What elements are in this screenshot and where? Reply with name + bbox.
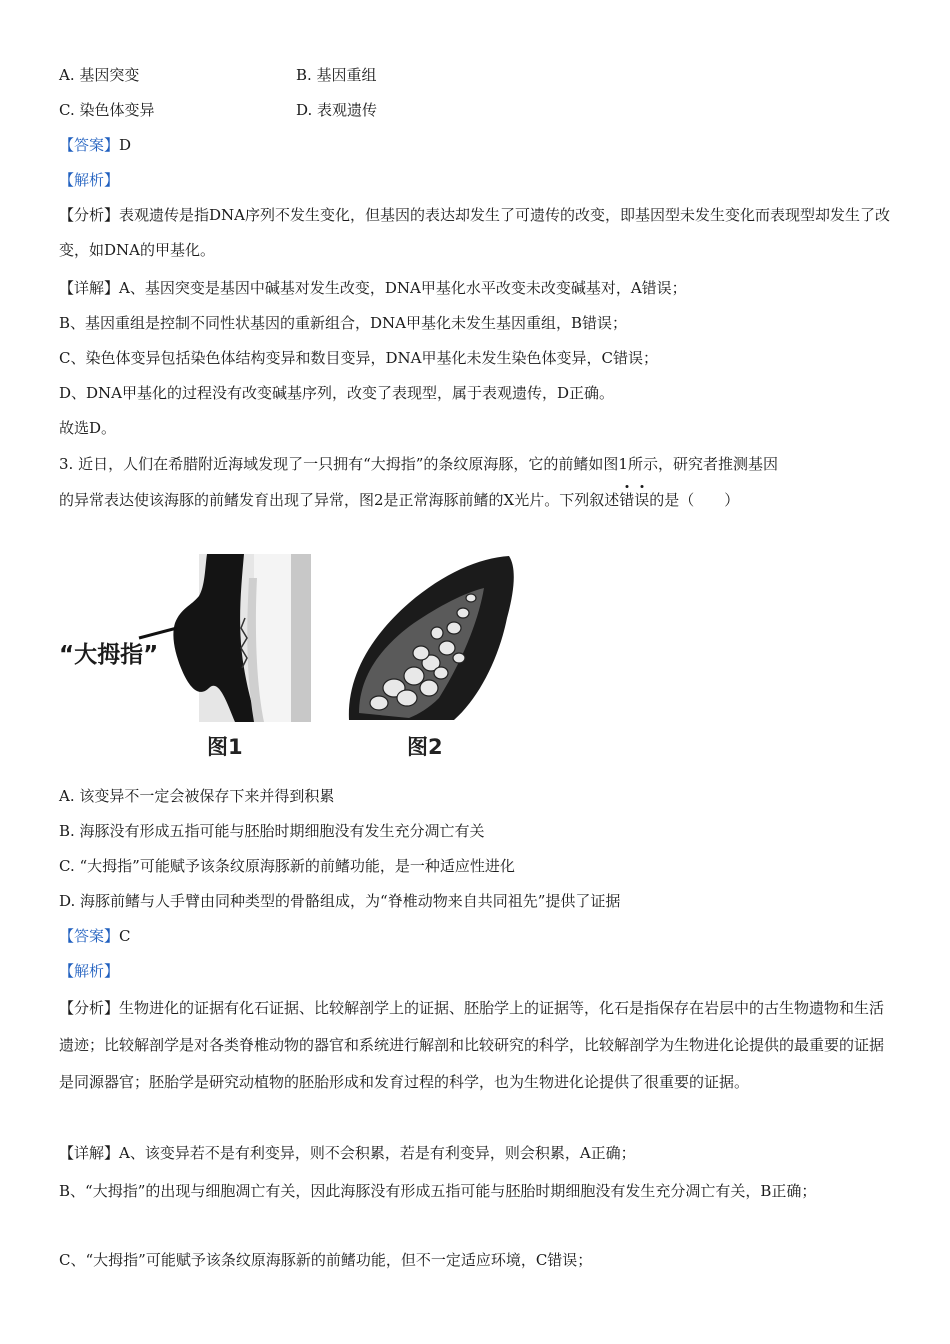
q2-option-b: B. 基因重组 bbox=[296, 66, 377, 84]
xiangjie-a-text: A、该变异若不是有利变异，则不会积累，若是有利变异，则会积累，A正确； bbox=[119, 1144, 636, 1162]
figure2-xray bbox=[349, 556, 514, 720]
q2-xiangjie-d: D、DNA甲基化的过程没有改变碱基序列，改变了表现型，属于表观遗传，D正确。 bbox=[59, 384, 615, 402]
q3-analysis-heading bbox=[59, 961, 119, 981]
xiangjie-a-text: A、基因突变是基因中碱基对发生改变，DNA甲基化水平改变未改变碱基对，A错误； bbox=[119, 279, 687, 297]
answer-value: D bbox=[119, 136, 132, 154]
analysis-tag: 【解析】 bbox=[59, 962, 120, 980]
q2-option-d: D. 表观遗传 bbox=[296, 101, 378, 119]
figure1-caption: 图1 bbox=[207, 735, 243, 759]
q3-xiangjie-a bbox=[59, 1143, 636, 1163]
q3-stem-line1: 3. 近日，人们在希腊附近海域发现了一只拥有“大拇指”的条纹原海豚，它的前鳍如图1所示，研究者推测基因 bbox=[59, 455, 778, 473]
q3-stem-post: 的是（ ） bbox=[649, 491, 740, 509]
q3-answer bbox=[59, 926, 131, 946]
figure1-photo bbox=[173, 554, 311, 722]
q2-analysis-heading bbox=[59, 170, 119, 190]
q3-option-b: B. 海豚没有形成五指可能与胚胎时期细胞没有发生充分凋亡有关 bbox=[59, 822, 485, 840]
q3-stem-line2 bbox=[59, 490, 739, 510]
q3-emphasis-2: 误 bbox=[634, 491, 650, 509]
q3-stem-pre: 的异常表达使该海豚的前鳍发育出现了异常，图2是正常海豚前鳍的X光片。下列叙述 bbox=[59, 491, 620, 509]
q2-answer bbox=[59, 135, 131, 155]
q2-fenxi bbox=[59, 198, 893, 268]
q2-xiangjie-c: C、染色体变异包括染色体结构变异和数目变异，DNA甲基化未发生染色体变异，C错误； bbox=[59, 349, 658, 367]
q3-fenxi bbox=[59, 990, 893, 1101]
q3-option-d: D. 海豚前鳍与人手臂由同种类型的骨骼组成，为“脊椎动物来自共同祖先”提供了证据 bbox=[59, 892, 621, 910]
q3-option-c: C. “大拇指”可能赋予该条纹原海豚新的前鳍功能，是一种适应性进化 bbox=[59, 857, 515, 875]
figure2-caption: 图2 bbox=[407, 735, 443, 759]
analysis-tag: 【解析】 bbox=[59, 171, 120, 189]
q2-xiangjie-a bbox=[59, 278, 687, 298]
q2-option-c: C. 染色体变异 bbox=[59, 101, 155, 119]
q3-xiangjie-b: B、“大拇指”的出现与细胞凋亡有关，因此海豚没有形成五指可能与胚胎时期细胞没有发生充分凋亡有关，B正确； bbox=[59, 1182, 817, 1200]
answer-tag: 【答案】 bbox=[59, 136, 120, 154]
xiangjie-tag: 【详解】 bbox=[59, 279, 120, 297]
fenxi-text: 生物进化的证据有化石证据、比较解剖学上的证据、胚胎学上的证据等，化石是指保存在岩层中的古生物遗物和生活遗迹；比较解剖学是对各类脊椎动物的器官和系统进行解剖和比较研究的科学，比较解剖学为生物进化论提供的最重要的证据是同源器官；胚胎学是研究动植物的胚胎形成和发育过程的科学，也为生物进化论提供了很重要的证据。 bbox=[59, 999, 885, 1091]
q3-option-a: A. 该变异不一定会被保存下来并得到积累 bbox=[59, 787, 335, 805]
q3-emphasis-1: 错 bbox=[619, 491, 635, 509]
fenxi-text: 表观遗传是指DNA序列不发生变化，但基因的表达却发生了可遗传的改变，即基因型未发生变化而表现型却发生了改变，如DNA的甲基化。 bbox=[59, 206, 891, 259]
q3-xiangjie-c: C、“大拇指”可能赋予该条纹原海豚新的前鳍功能，但不一定适应环境，C错误； bbox=[59, 1251, 593, 1269]
q3-figure bbox=[59, 548, 539, 762]
fenxi-tag: 【分析】 bbox=[59, 206, 120, 224]
fenxi-tag: 【分析】 bbox=[59, 999, 120, 1017]
q2-choose: 故选D。 bbox=[59, 419, 117, 437]
answer-tag: 【答案】 bbox=[59, 927, 120, 945]
xiangjie-tag: 【详解】 bbox=[59, 1144, 120, 1162]
q2-option-a: A. 基因突变 bbox=[59, 66, 140, 84]
q2-xiangjie-b: B、基因重组是控制不同性状基因的重新组合，DNA甲基化未发生基因重组，B错误； bbox=[59, 314, 628, 332]
thumb-label: “大拇指” bbox=[59, 642, 159, 668]
answer-value: C bbox=[119, 927, 131, 945]
